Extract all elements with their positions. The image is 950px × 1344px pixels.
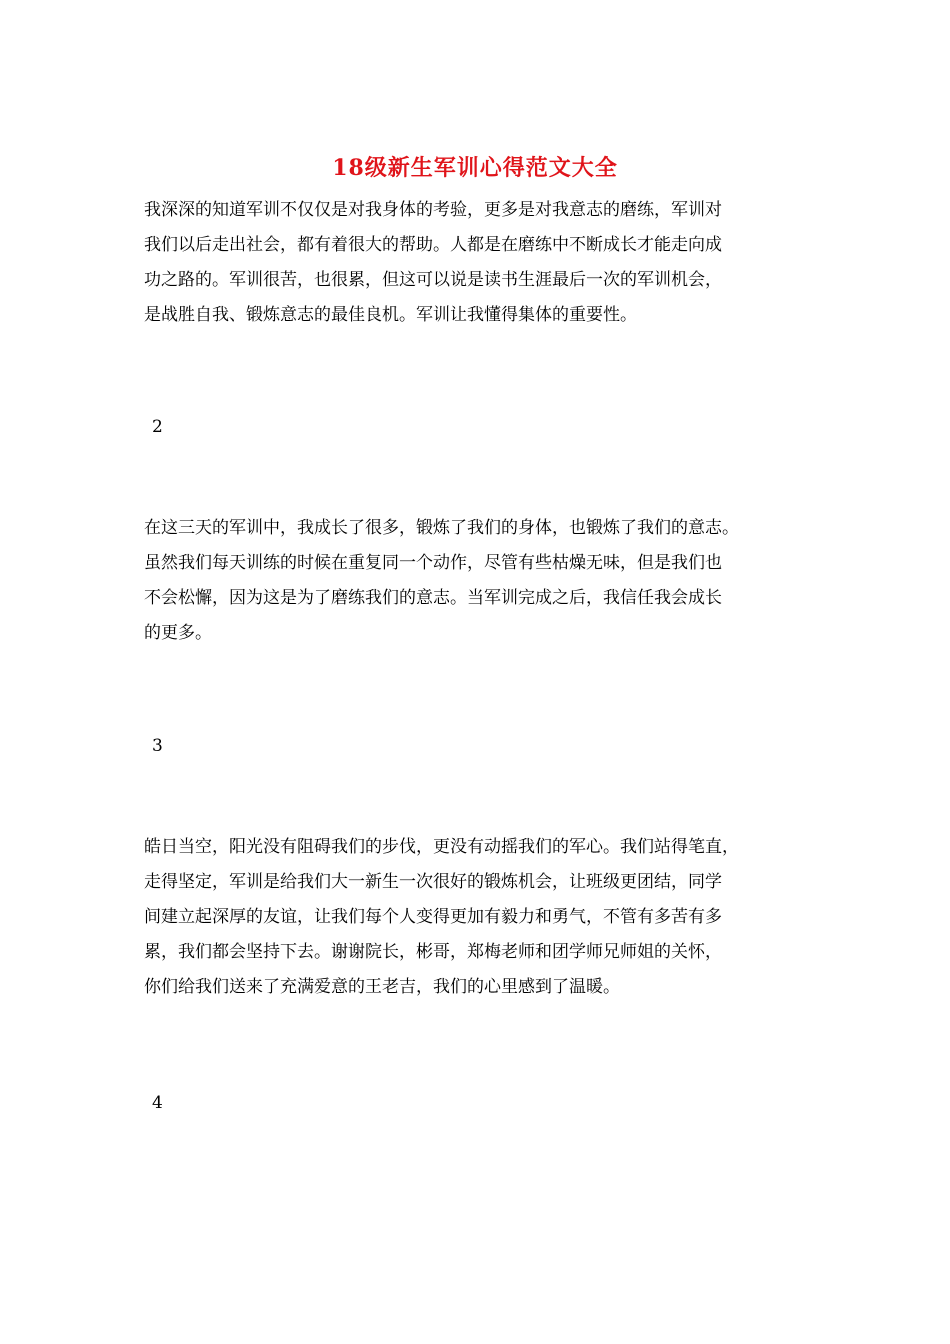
paragraph-line: 不会松懈，因为这是为了磨练我们的意志。当军训完成之后，我信任我会成长 [144,588,722,608]
paragraph-line: 功之路的。军训很苦，也很累，但这可以说是读书生涯最后一次的军训机会， [144,270,722,290]
section-number-4: 4 [152,1093,163,1113]
paragraph-2 [144,511,844,651]
paragraph-line: 在这三天的军训中，我成长了很多，锻炼了我们的身体，也锻炼了我们的意志。 [144,518,739,538]
paragraph-line: 虽然我们每天训练的时候在重复同一个动作，尽管有些枯燥无味，但是我们也 [144,553,722,573]
paragraph-line: 的更多。 [144,623,212,643]
section-number-2: 2 [152,417,163,437]
paragraph-3 [144,830,844,1005]
paragraph-line: 间建立起深厚的友谊，让我们每个人变得更加有毅力和勇气，不管有多苦有多 [144,907,722,927]
paragraph-line: 我们以后走出社会，都有着很大的帮助。人都是在磨练中不断成长才能走向成 [144,235,722,255]
section-number-3: 3 [152,736,163,756]
paragraph-1 [144,193,844,333]
paragraph-line: 走得坚定，军训是给我们大一新生一次很好的锻炼机会，让班级更团结，同学 [144,872,722,892]
paragraph-line: 是战胜自我、锻炼意志的最佳良机。军训让我懂得集体的重要性。 [144,305,637,325]
document-title: 18级新生军训心得范文大全 [332,155,618,181]
paragraph-line: 你们给我们送来了充满爱意的王老吉，我们的心里感到了温暖。 [144,977,620,997]
paragraph-line: 皓日当空，阳光没有阻碍我们的步伐，更没有动摇我们的军心。我们站得笔直， [144,837,739,857]
paragraph-line: 累，我们都会坚持下去。谢谢院长，彬哥，郑梅老师和团学师兄师姐的关怀， [144,942,722,962]
paragraph-line: 我深深的知道军训不仅仅是对我身体的考验，更多是对我意志的磨练，军训对 [144,200,722,220]
